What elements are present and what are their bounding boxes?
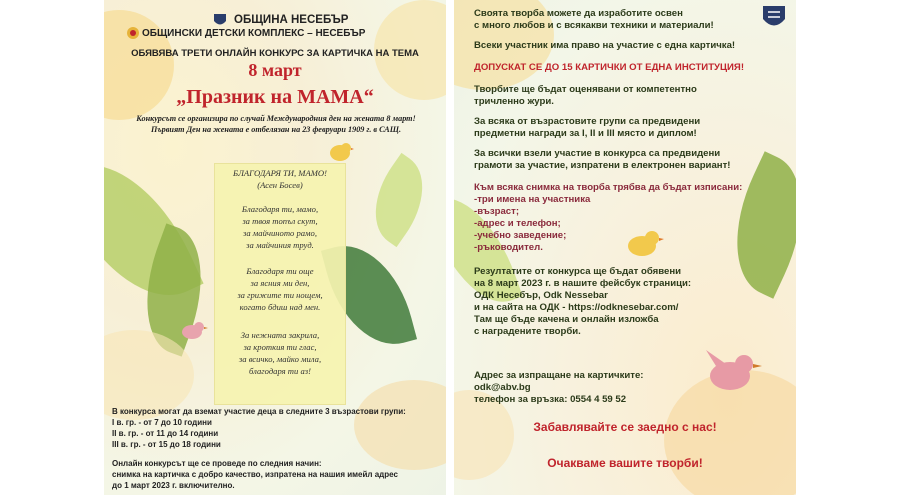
poem-line: За нежната закрила, [240,330,320,340]
bird-icon [178,318,208,342]
results-text: на 8 март 2023 г. в нашите фейсбук страници: [474,278,692,289]
participation-rule: Всеки участник има право на участие с една картичка! [474,40,736,51]
certificates-text: грамоти за участие, изпратени в електронен вариант! [474,160,731,171]
poem-title: БЛАГОДАРЯ ТИ, МАМО! [233,168,327,178]
age-groups-title: В конкурса могат да вземат участие деца в следните 3 възрастови групи: [112,407,406,416]
age-group: III в. гр. - от 15 до 18 години [112,440,221,449]
requirement-item: -учебно заведение; [474,230,567,241]
institution-limit: ДОПУСКАТ СЕ ДО 15 КАРТИЧКИ ОТ ЕДНА ИНСТИТУЦИЯ! [474,62,745,73]
requirement-item: -адрес и телефон; [474,218,561,229]
address-title: Адрес за изпращане на картичките: [474,370,644,381]
municipality-crest-icon [761,4,787,32]
certificates-text: За всички взели участие в конкурса са предвидени [474,148,721,159]
title-date: 8 март [248,60,302,80]
complex-name: ОБЩИНСКИ ДЕТСКИ КОМПЛЕКС – НЕСЕБЪР [142,28,366,39]
poem-line: Благодаря ти, мамо, [241,204,319,214]
online-info: снимка на картичка с добро качество, изпратена на нашия имейл адрес [112,470,398,479]
results-text: Резултатите от конкурса ще бъдат обявени [474,266,682,277]
poster-right-panel [454,0,796,495]
closing-line: Очакваме вашите творби! [547,456,703,470]
technique-text: Своята творба можете да изработите освен [474,8,683,19]
jury-text: Творбите ще бъдат оценявани от компетентно [474,84,697,95]
poem-line: Благодаря ти още [246,266,314,276]
prizes-text: За всяка от възрастовите групи са предвидени [474,116,701,127]
bird-icon [326,140,354,162]
requirement-item: -възраст; [474,206,520,217]
poem-line: за майчиното рамо, [242,228,317,238]
poem-line: за твоя топъл скут, [242,216,318,226]
title-main: „Празник на МАМА“ [176,86,374,108]
technique-text: с много любов и с всякакви техники и материали! [474,20,714,31]
poem-line: за кроткия ти глас, [243,342,317,352]
poem-line: за майчиния труд. [246,240,314,250]
poster-left-panel [104,0,446,495]
municipality-name: ОБЩИНА НЕСЕБЪР [234,14,349,26]
results-text: с наградените творби. [474,326,581,337]
jury-text: тричленно жури. [474,96,554,107]
poem-line: за грижите ти нощем, [237,290,323,300]
prizes-text: предметни награди за I, II и III място и диплом! [474,128,697,139]
requirement-item: -три имена на участника [474,194,591,205]
results-text: Там ще бъде качена и онлайн изложба [474,314,659,325]
leaf-decoration [356,153,443,247]
website-text: и на сайта на ОДК - https://odknesebar.com/ [474,302,679,313]
poem-line: благодаря ти аз! [249,366,311,376]
poem-line: когато бдиш над мен. [239,302,321,312]
requirement-item: -ръководител. [474,242,543,253]
contact-phone: телефон за връзка: 0554 4 59 52 [474,394,627,405]
email-address: odk@abv.bg [474,382,531,393]
poem-author: (Асен Босев) [257,180,303,190]
flower-decoration [354,380,446,470]
announcement: ОБЯВЯВА ТРЕТИ ОНЛАЙН КОНКУРС ЗА КАРТИЧКА НА ТЕМА [131,48,419,59]
intro-line: Първият Ден на жената е отбелязан на 23 февруари 1909 г. в САЩ. [150,125,402,134]
municipality-logo [212,12,228,28]
requirements-title: Към всяка снимка на творба трябва да бъдат изписани: [474,182,743,193]
leaf-decoration [710,151,796,298]
facebook-pages: ОДК Несебър, Odk Nessebar [474,290,608,301]
age-group: I в. гр. - от 7 до 10 години [112,418,212,427]
poem-line: за всичко, майко мила, [238,354,322,364]
online-info: до 1 март 2023 г. включително. [112,481,235,490]
bird-icon [624,226,664,258]
online-info: Онлайн конкурсът ще се проведе по следния начин: [112,459,322,468]
poem-box [214,163,346,405]
bird-icon [704,346,762,394]
age-group: II в. гр. - от 11 до 14 години [112,429,219,438]
complex-logo [126,26,140,40]
poem-line: за ясния ми ден, [250,278,310,288]
closing-line: Забавлявайте се заедно с нас! [533,420,717,434]
intro-line: Конкурсът се организира по случай Международния ден на жената 8 март! [136,114,416,123]
